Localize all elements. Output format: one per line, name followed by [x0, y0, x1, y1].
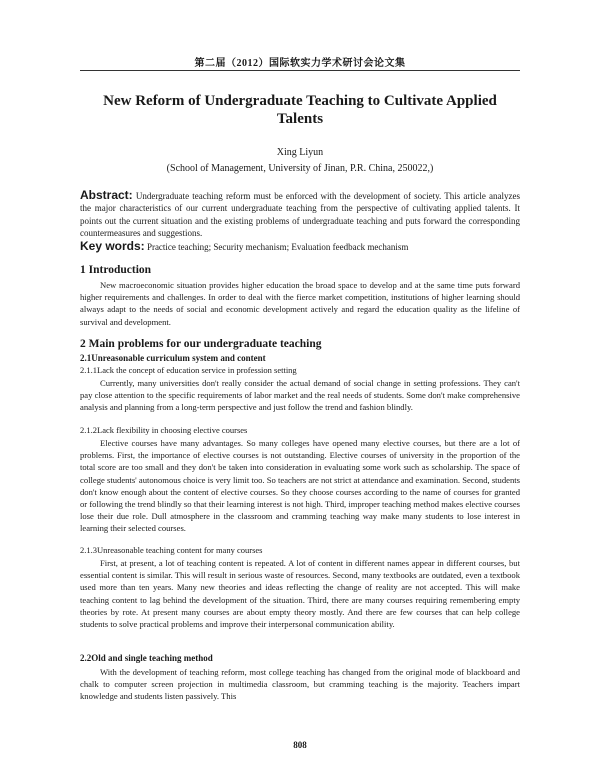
subsection-heading-2-1: 2.1Unreasonable curriculum system and content [80, 353, 266, 363]
paragraph-2-1-1: Currently, many universities don't really consider the actual demand of social change in setting professions. They can't pay close attention to the specific requirements of labor market and the real needs of students. Some don't make comprehensive analysis and planning from a long-term perspective and just follow the trend and fashion blindly. [80, 378, 520, 413]
abstract [80, 189, 520, 239]
paragraph-2-1-3: First, at present, a lot of teaching content is repeated. A lot of content in different names appear in different courses, but essential content is similar. This will result in serious waste of resources. Second, many textbooks are outdated, even a textbook used more than ten years. Many new theories and ideas reflecting the change of reality are not accepted. This will make teaching content to lag behind the development of the situation. Third, there are many courses requiring remembering empty theories by rote. At present many courses are about empty theory mostly. And there are few courses that can help college students to solve practical problems and improve their interpersonal communication ability. [80, 558, 520, 630]
abstract-label: Abstract: [80, 188, 133, 202]
subsubsection-heading-2-1-2: 2.1.2Lack flexibility in choosing elective courses [80, 425, 248, 435]
keywords-text: Practice teaching; Security mechanism; Evaluation feedback mechanism [146, 242, 409, 252]
subsection-heading-2-2: 2.2Old and single teaching method [80, 653, 213, 663]
section-heading-main-problems: 2 Main problems for our undergraduate teaching [80, 338, 322, 350]
paragraph-2-1-2: Elective courses have many advantages. So many colleges have opened many elective courses, but there are a lot of problems. First, the importance of elective courses is not outstanding. Elective courses of university in the proportion of the total score are too small and they don't be taken into consideration in evaluating some work such as scholarship. The space of college students' autonomous choice is very limit too. So teachers are not strict at attendance and examination. Second, students don't know enough about the content of elective courses. So they choose courses according to the name of courses for granted or following the trend blindly so that their learning interest is not high. Third, improper teaching method makes elective courses lose their due role. Dull atmosphere in the classroom and cramming teaching way make many students to lose interest in learning their selected courses. [80, 438, 520, 534]
paragraph-2-2: With the development of teaching reform, most college teaching has changed from the original mode of blackboard and chalk to computer screen projection in multimedia classroom, but cramming teaching is the majority. Teachers impart knowledge and students listen passively. This [80, 667, 520, 702]
subsubsection-heading-2-1-1: 2.1.1Lack the concept of education service in profession setting [80, 365, 297, 375]
page-number: 808 [293, 740, 307, 750]
paper-title: New Reform of Undergraduate Teaching to Cultivate Applied Talents [103, 93, 497, 127]
introduction-paragraph: New macroeconomic situation provides higher education the broad space to develop and at the same time puts forward higher requirements and challenges. In order to deal with the fierce market competition, institutions of higher learning should always adapt to the needs of social and economic development actively and regard the education quality as the lifeline of survival and development. [80, 280, 520, 327]
author-affiliation: (School of Management, University of Jinan, P.R. China, 250022,) [166, 163, 434, 174]
keywords [80, 239, 520, 253]
keywords-label: Key words: [80, 239, 145, 253]
abstract-text: Undergraduate teaching reform must be enforced with the development of society. This article analyzes the major characteristics of our current undergraduate teaching from the perspective of cultivating applied talents. It points out the current situation and the existing problems of undergraduate teaching and puts forward the corresponding countermeasures and suggestions. [80, 191, 520, 238]
section-heading-introduction: 1 Introduction [80, 264, 152, 276]
subsubsection-heading-2-1-3: 2.1.3Unreasonable teaching content for many courses [80, 545, 263, 555]
author-name: Xing Liyun [276, 147, 324, 158]
header-rule [80, 70, 520, 71]
running-head: 第二届（2012）国际软实力学术研讨会论文集 [194, 58, 406, 69]
